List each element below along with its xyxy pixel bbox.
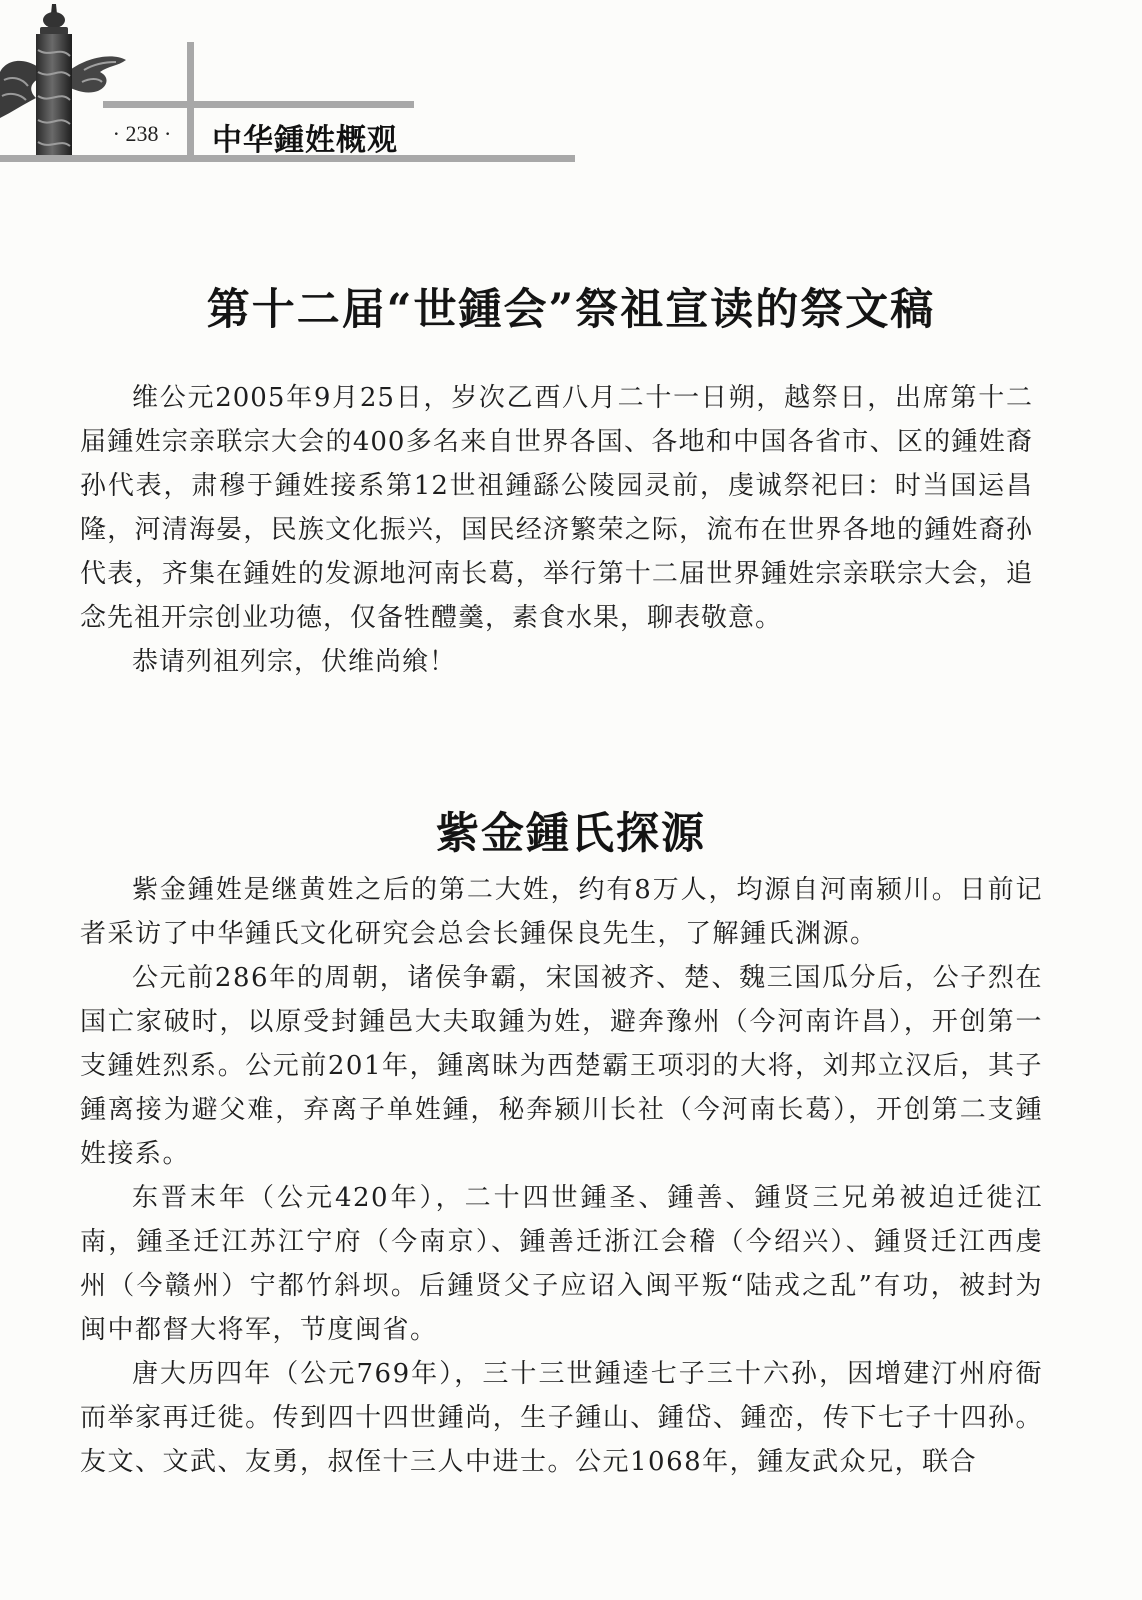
page-header xyxy=(0,0,600,170)
paragraph: 紫金鍾姓是继黄姓之后的第二大姓，约有8万人，均源自河南颍川。日前记者采访了中华鍾氏文化研究会总会长鍾保良先生，了解鍾氏渊源。 xyxy=(80,875,1043,949)
article-title-eulogy: 第十二届“世鍾会”祭祖宣读的祭文稿 xyxy=(206,285,936,335)
page-number: · 238 · xyxy=(112,121,172,146)
paragraph: 东晋末年（公元420年），二十四世鍾圣、鍾善、鍾贤三兄弟被迫迁徙江南，鍾圣迁江苏江宁府（今南京）、鍾善迁浙江会稽（今绍兴）、鍾贤迁江西虔州（今赣州）宁都竹斜坝。后鍾贤父子应诏入闽平叛“陆戎之乱”有功，被封为闽中都督大将军，节度闽省。 xyxy=(80,1183,1043,1345)
article-body-eulogy xyxy=(80,376,1033,684)
paragraph: 恭请列祖列宗，伏维尚飨！ xyxy=(132,647,457,677)
paragraph: 公元前286年的周朝，诸侯争霸，宋国被齐、楚、魏三国瓜分后，公子烈在国亡家破时，以原受封鍾邑大夫取鍾为姓，避奔豫州（今河南许昌），开创第一支鍾姓烈系。公元前201年，鍾离昧为西楚霸王项羽的大将，刘邦立汉后，其子鍾离接为避父难，弃离子单姓鍾，秘奔颍川长社（今河南长葛），开创第二支鍾姓接系。 xyxy=(80,963,1043,1169)
article-title-origin: 紫金鍾氏探源 xyxy=(436,809,706,859)
header-rule-top xyxy=(103,101,414,108)
paragraph: 唐大历四年（公元769年），三十三世鍾逵七子三十六孙，因增建汀州府衙而举家再迁徙。传到四十四世鍾尚，生子鍾山、鍾岱、鍾峦，传下七子十四孙。友文、文武、友勇，叔侄十三人中进士。公元1068年，鍾友武众兄，联合 xyxy=(80,1359,1043,1477)
book-title: 中华鍾姓概观 xyxy=(212,123,398,158)
paragraph: 维公元2005年9月25日，岁次乙酉八月二十一日朔，越祭日，出席第十二届鍾姓宗亲联宗大会的400多名来自世界各国、各地和中国各省市、区的鍾姓裔孙代表，肃穆于鍾姓接系第12世祖鍾繇公陵园灵前，虔诚祭祀曰：时当国运昌隆，河清海晏，民族文化振兴，国民经济繁荣之际，流布在世界各地的鍾姓裔孙代表，齐集在鍾姓的发源地河南长葛，举行第十二届世界鍾姓宗亲联宗大会，追念先祖开宗创业功德，仅备牲醴羹，素食水果，聊表敬意。 xyxy=(80,383,1033,633)
header-rule-vertical xyxy=(187,42,194,162)
article-body-origin xyxy=(80,868,1043,1484)
